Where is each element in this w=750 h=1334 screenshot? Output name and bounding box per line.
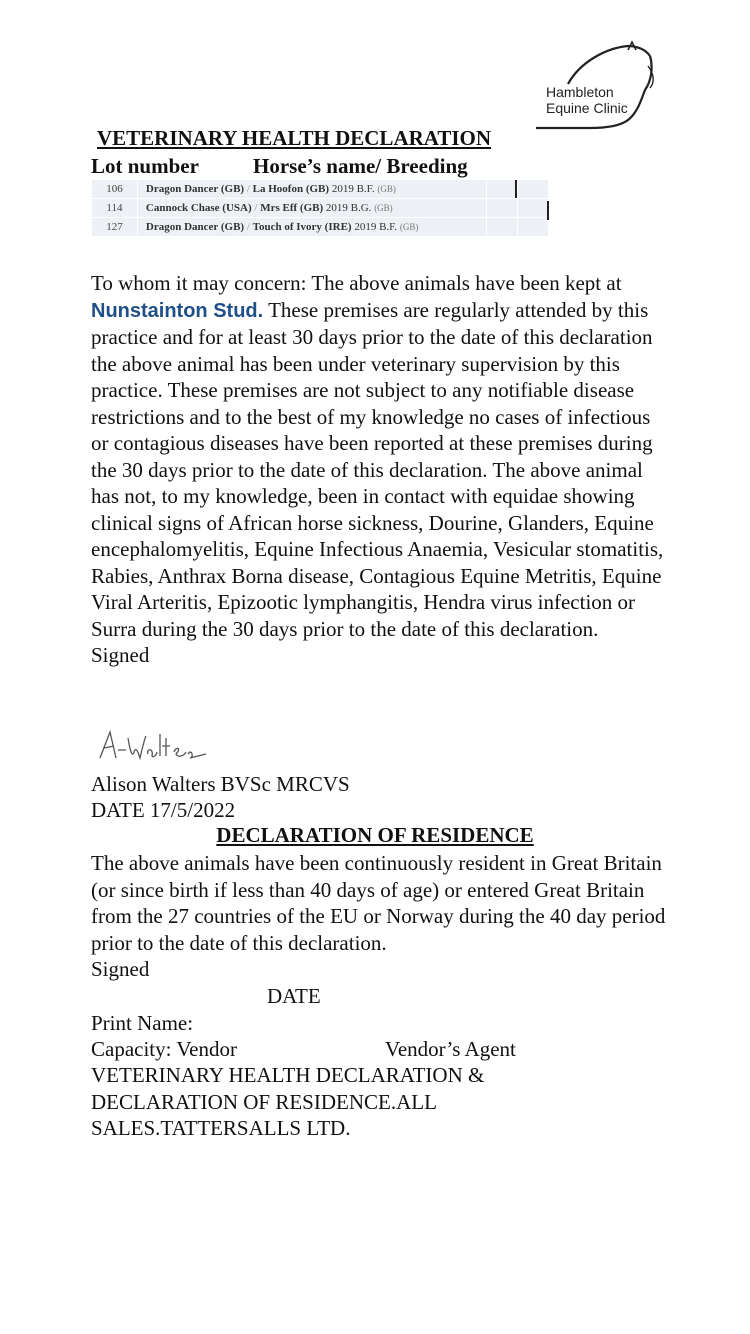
declaration-text: These premises are regularly attended by this practice and for at least 30 days prior to the date of this declaration the above animal has been under veterinary supervision by this practice. These premises are not subject to any notifiable disease restrictions and to the best of my knowledge no cases of infectious or contagious diseases have been reported at these premises during the 30 days prior to the date of this declaration. The above animal has not, to my knowledge, been in contact with equidae showing clinical signs of African horse sickness, Dourine, Glanders, Equine encephalomyelitis, Equine Infectious Anaemia, Vesicular stomatitis, Rabies, Anthrax Borna disease, Contagious Equine Metritis, Equine Viral Arteritis, Epizootic lymphangitis, Hendra virus infection or Surra during the 30 days prior to the date of this declaration.	[91, 297, 664, 641]
page-title: VETERINARY HEALTH DECLARATION	[97, 126, 492, 150]
footer-line-3: SALES.TATTERSALLS LTD.	[91, 1116, 351, 1140]
origin: (GB)	[374, 203, 393, 213]
dam-name: Touch of Ivory (IRE)	[252, 221, 352, 233]
logo-line-2: Equine Clinic	[546, 100, 628, 116]
print-name-label: Print Name:	[91, 1011, 194, 1035]
lot-number-header: Lot number	[91, 154, 199, 178]
residence-signed-label: Signed	[91, 957, 150, 981]
health-declaration-text	[91, 270, 666, 669]
dam-name: Mrs Eff (GB)	[260, 202, 324, 214]
year-sex: 2019 B.F.	[354, 221, 398, 233]
separator: /	[246, 221, 250, 233]
logo-line-1: Hambleton	[546, 84, 614, 100]
clinic-logo	[528, 40, 663, 135]
horse-breeding	[137, 199, 486, 218]
table-mark	[547, 201, 549, 220]
vet-name: Alison Walters BVSc MRCVS	[91, 772, 350, 796]
horse-name-header: Horse’s name/ Breeding	[253, 154, 468, 178]
capacity-agent: Vendor’s Agent	[385, 1037, 516, 1061]
dam-name: La Hoofon (GB)	[252, 183, 330, 195]
lots-table	[91, 179, 549, 237]
lot-number: 114	[92, 199, 138, 218]
horse-breeding	[137, 180, 486, 199]
sire-name: Dragon Dancer (GB)	[145, 221, 245, 233]
table-mark	[515, 180, 517, 198]
lot-number: 106	[92, 180, 138, 199]
horse-breeding	[137, 218, 486, 237]
capacity-vendor: Capacity: Vendor	[91, 1037, 237, 1061]
separator: /	[246, 183, 250, 195]
signed-label: Signed	[91, 643, 150, 667]
lot-number: 127	[92, 218, 138, 237]
origin: (GB)	[377, 184, 396, 194]
table-row	[92, 218, 549, 237]
footer-line-2: DECLARATION OF RESIDENCE.ALL	[91, 1090, 437, 1114]
intro-text: To whom it may concern: The above animals have been kept at	[91, 271, 622, 295]
residence-text: The above animals have been continuously resident in Great Britain (or since birth if less than 40 days of age) or entered Great Britain from the 27 countries of the EU or Norway during the 40 day period prior to the date of this declaration.	[91, 851, 666, 955]
table-row	[92, 199, 549, 218]
year-sex: 2019 B.G.	[325, 202, 372, 214]
footer-line-1: VETERINARY HEALTH DECLARATION &	[91, 1063, 485, 1087]
separator: /	[254, 202, 258, 214]
sire-name: Cannock Chase (USA)	[145, 202, 252, 214]
premises-name: Nunstainton Stud.	[91, 299, 264, 322]
origin: (GB)	[399, 222, 419, 232]
signature-image	[96, 728, 208, 764]
declaration-date: DATE 17/5/2022	[91, 798, 236, 822]
residence-heading: DECLARATION OF RESIDENCE	[216, 823, 534, 847]
table-row	[92, 180, 549, 199]
sire-name: Dragon Dancer (GB)	[145, 183, 245, 195]
residence-date-label: DATE	[267, 984, 321, 1008]
year-sex: 2019 B.F.	[331, 183, 375, 195]
